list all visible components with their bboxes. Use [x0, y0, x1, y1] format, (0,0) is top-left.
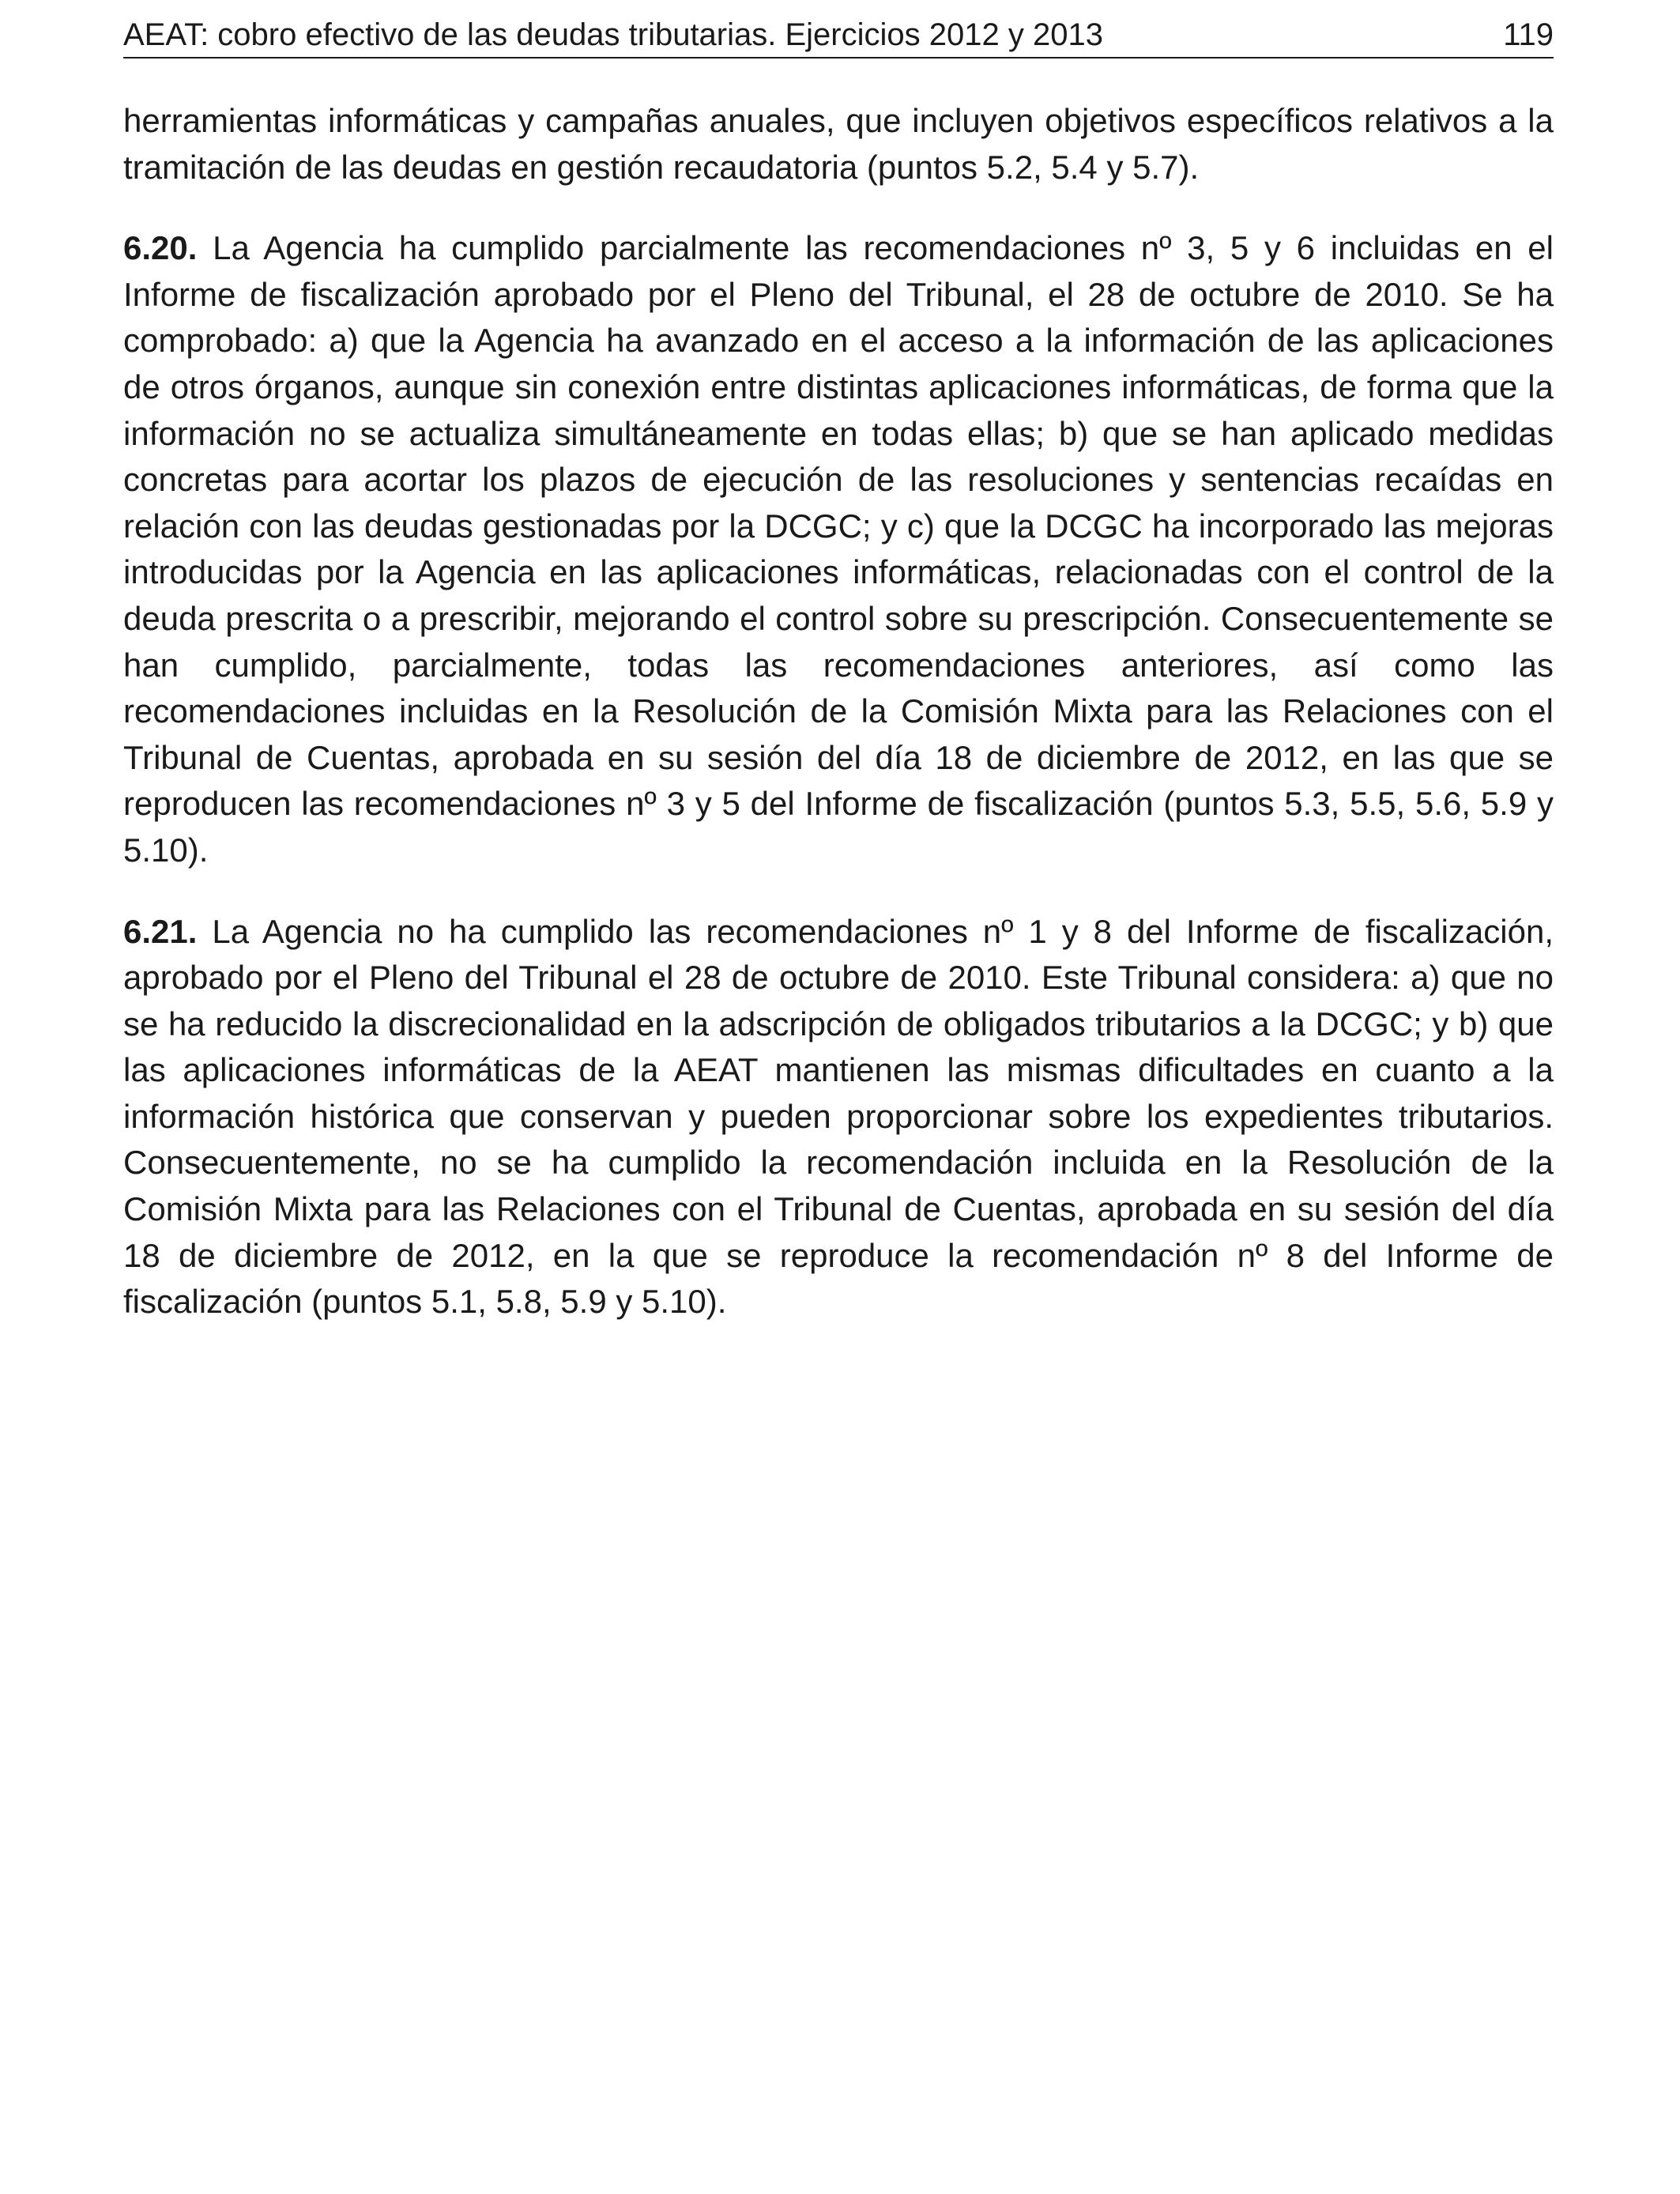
paragraph-6-20 [123, 225, 1554, 873]
header-title: AEAT: cobro efectivo de las deudas tributarias. Ejercicios 2012 y 2013 [123, 17, 1103, 52]
paragraph-6-21 [123, 909, 1554, 1325]
page-number: 119 [1503, 17, 1554, 52]
body-text [123, 98, 1554, 1325]
paragraph-text: La Agencia ha cumplido parcialmente las recomendaciones nº 3, 5 y 6 incluidas en el Informe de fiscalización aprobado por el Pleno del Tribunal, el 28 de octubre de 2010. Se ha comprobado: a) que la Agencia ha avanzado en el acceso a la información de las aplicaciones de otros órganos, aunque sin conexión entre distintas aplicaciones informáticas, de forma que la información no se actualiza simultáneamente en todas ellas; b) que se han aplicado medidas concretas para acortar los plazos de ejecución de las resoluciones y sentencias recaídas en relación con las deudas gestionadas por la DCGC; y c) que la DCGC ha incorporado las mejoras introducidas por la Agencia en las aplicaciones informáticas, relacionadas con el control de la deuda prescrita o a prescribir, mejorando el control sobre su prescripción. Consecuentemente se han cumplido, parcialmente, todas las recomendaciones anteriores, así como las recomendaciones incluidas en la Resolución de la Comisión Mixta para las Relaciones con el Tribunal de Cuentas, aprobada en su sesión del día 18 de diciembre de 2012, en las que se reproducen las recomendaciones nº 3 y 5 del Informe de fiscalización (puntos 5.3, 5.5, 5.6, 5.9 y 5.10). [123, 229, 1554, 869]
paragraph-text: La Agencia no ha cumplido las recomendaciones nº 1 y 8 del Informe de fiscalización, aprobado por el Pleno del Tribunal el 28 de octubre de 2010. Este Tribunal considera: a) que no se ha reducido la discrecionalidad en la adscripción de obligados tributarios a la DCGC; y b) que las aplicaciones informáticas de la AEAT mantienen las mismas dificultades en cuanto a la información histórica que conservan y pueden proporcionar sobre los expedientes tributarios. Consecuentemente, no se ha cumplido la recomendación incluida en la Resolución de la Comisión Mixta para las Relaciones con el Tribunal de Cuentas, aprobada en su sesión del día 18 de diciembre de 2012, en la que se reproduce la recomendación nº 8 del Informe de fiscalización (puntos 5.1, 5.8, 5.9 y 5.10). [123, 912, 1554, 1321]
document-page [123, 0, 1554, 1360]
paragraph-text: herramientas informáticas y campañas anuales, que incluyen objetivos específicos relativos a la tramitación de las deudas en gestión recaudatoria (puntos 5.2, 5.4 y 5.7). [123, 102, 1554, 186]
paragraph-number: 6.20. [123, 229, 198, 267]
running-header [123, 0, 1554, 58]
paragraph-number: 6.21. [123, 912, 198, 950]
paragraph-continuation [123, 98, 1554, 190]
